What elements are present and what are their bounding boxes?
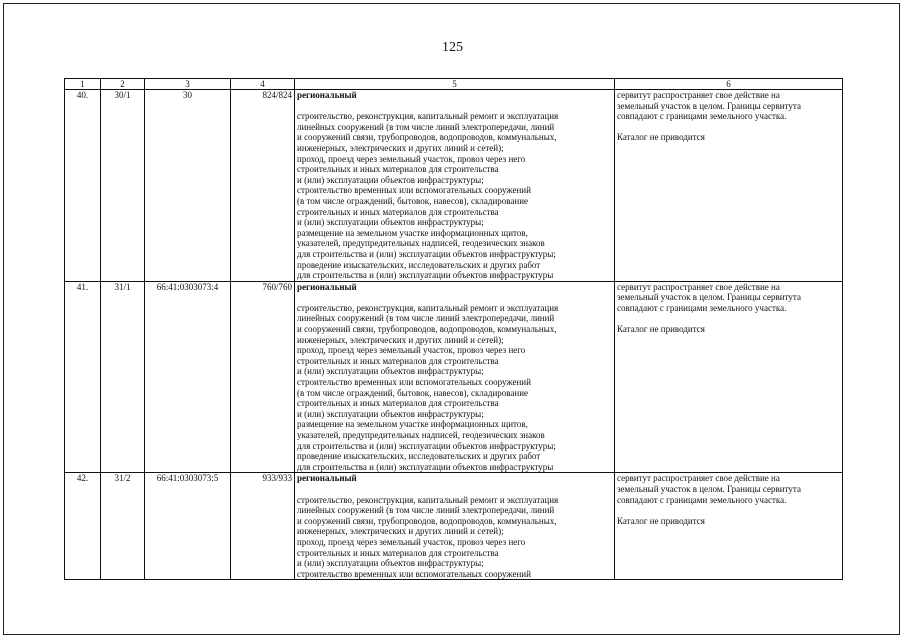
- purpose-line: для строительства и (или) эксплуатации объектов инфраструктуры: [297, 270, 554, 281]
- spacer: [297, 484, 612, 495]
- purpose-line: для строительства и (или) эксплуатации объектов инфраструктуры: [297, 461, 554, 472]
- area-value: 824/824: [231, 90, 295, 282]
- servitude-purpose-cell: [295, 473, 615, 580]
- purpose-line: строительство, реконструкция, капитальный ремонт и эксплуатация: [297, 302, 559, 313]
- purpose-line: для строительства и (или) эксплуатации объектов инфраструктуры;: [297, 248, 556, 259]
- row-number: 42.: [65, 473, 101, 580]
- purpose-line: проход, проезд через земельный участок, провоз через него: [297, 153, 526, 164]
- purpose-line: строительных и иных материалов для строительства: [297, 164, 499, 175]
- note-line: земельный участок в целом. Границы сервитута: [617, 292, 801, 303]
- row-number: 40.: [65, 90, 101, 282]
- note-line: совпадают с границами земельного участка.: [617, 494, 787, 505]
- purpose-line: линейных сооружений (в том числе линий электропередачи, линий: [297, 505, 555, 516]
- page-number: 125: [442, 40, 463, 55]
- spacer: [617, 122, 840, 133]
- note-line: сервитут распространяет свое действие на: [617, 281, 780, 292]
- purpose-line: строительных и иных материалов для строительства: [297, 206, 499, 217]
- spacer: [297, 101, 612, 112]
- purpose-line: и (или) эксплуатации объектов инфраструктуры;: [297, 408, 484, 419]
- purpose-line: указателей, предупредительных надписей, геодезических знаков: [297, 430, 545, 440]
- column-header: 5: [295, 79, 615, 90]
- servitude-purpose-cell: [295, 90, 615, 282]
- table-row: [65, 90, 843, 282]
- purpose-line: и (или) эксплуатации объектов инфраструктуры;: [297, 366, 484, 377]
- servitude-table: [64, 78, 843, 580]
- purpose-line: указателей, предупредительных надписей, геодезических знаков: [297, 238, 545, 249]
- cadastral-number: 66:41:0303073:4: [145, 281, 231, 473]
- header-row: [65, 79, 843, 90]
- spacer: [617, 313, 840, 324]
- purpose-line: для строительства и (или) эксплуатации объектов инфраструктуры;: [297, 440, 556, 451]
- purpose-line: (в том числе ограждений, бытовок, навесов), складирование: [297, 195, 529, 206]
- purpose-line: (в том числе ограждений, бытовок, навесов), складирование: [297, 387, 529, 398]
- spacer: [617, 505, 840, 516]
- purpose-line: проведение изыскательских, исследовательских и других работ: [297, 259, 541, 270]
- purpose-line: инженерных, электрических и других линий и сетей);: [297, 526, 504, 537]
- purpose-line: проведение изыскательских, исследовательских и других работ: [297, 451, 541, 462]
- column-header: 4: [231, 79, 295, 90]
- servitude-purpose-cell: [295, 281, 615, 473]
- catalog-note: Каталог не приводится: [617, 324, 705, 335]
- servitude-kind: региональный: [297, 90, 357, 100]
- note-line: сервитут распространяет свое действие на: [617, 473, 780, 484]
- purpose-line: проход, проезд через земельный участок, провоз через него: [297, 345, 526, 356]
- column-header: 2: [101, 79, 145, 90]
- servitude-note-cell: [615, 281, 843, 473]
- servitude-note-cell: [615, 473, 843, 580]
- servitude-note-cell: [615, 90, 843, 282]
- purpose-line: линейных сооружений (в том числе линий электропередачи, линий: [297, 121, 555, 132]
- servitude-code: 30/1: [101, 90, 145, 282]
- purpose-line: и (или) эксплуатации объектов инфраструктуры;: [297, 558, 484, 569]
- servitude-kind: региональный: [297, 281, 357, 292]
- catalog-note: Каталог не приводится: [617, 132, 705, 143]
- purpose-line: строительство, реконструкция, капитальный ремонт и эксплуатация: [297, 111, 559, 122]
- purpose-line: строительных и иных материалов для строительства: [297, 547, 499, 558]
- note-line: земельный участок в целом. Границы сервитута: [617, 483, 801, 494]
- purpose-line: и (или) эксплуатации объектов инфраструктуры;: [297, 217, 484, 228]
- purpose-line: строительных и иных материалов для строительства: [297, 355, 499, 366]
- note-line: сервитут распространяет свое действие на: [617, 90, 780, 100]
- purpose-line: строительство временных или вспомогательных сооружений: [297, 568, 531, 579]
- area-value: 933/933: [231, 473, 295, 580]
- purpose-line: строительство, реконструкция, капитальный ремонт и эксплуатация: [297, 494, 559, 505]
- purpose-line: и сооружений связи, трубопроводов, водопроводов, коммунальных,: [297, 132, 557, 143]
- note-line: совпадают с границами земельного участка.: [617, 302, 787, 313]
- area-value: 760/760: [231, 281, 295, 473]
- purpose-line: линейных сооружений (в том числе линий электропередачи, линий: [297, 313, 555, 324]
- catalog-note: Каталог не приводится: [617, 515, 705, 526]
- purpose-line: и (или) эксплуатации объектов инфраструктуры;: [297, 174, 484, 185]
- purpose-line: размещение на земельном участке информационных щитов,: [297, 419, 528, 430]
- column-header: 6: [615, 79, 843, 90]
- purpose-line: строительство временных или вспомогательных сооружений: [297, 377, 531, 388]
- purpose-line: строительных и иных материалов для строительства: [297, 398, 499, 409]
- purpose-line: размещение на земельном участке информационных щитов,: [297, 227, 528, 238]
- spacer: [297, 292, 612, 303]
- cadastral-number: 66:41:0303073:5: [145, 473, 231, 580]
- table-row: [65, 281, 843, 473]
- purpose-line: проход, проезд через земельный участок, провоз через него: [297, 536, 526, 547]
- row-number: 41.: [65, 281, 101, 473]
- note-line: земельный участок в целом. Границы сервитута: [617, 100, 801, 111]
- cadastral-number: 30: [145, 90, 231, 282]
- column-header: 3: [145, 79, 231, 90]
- purpose-line: инженерных, электрических и других линий и сетей);: [297, 334, 504, 345]
- servitude-kind: региональный: [297, 473, 357, 484]
- purpose-line: и сооружений связи, трубопроводов, водопроводов, коммунальных,: [297, 515, 557, 526]
- table-row: [65, 473, 843, 580]
- purpose-line: и сооружений связи, трубопроводов, водопроводов, коммунальных,: [297, 324, 557, 335]
- column-header: 1: [65, 79, 101, 90]
- purpose-line: строительство временных или вспомогательных сооружений: [297, 185, 531, 196]
- servitude-code: 31/1: [101, 281, 145, 473]
- purpose-line: инженерных, электрических и других линий и сетей);: [297, 142, 504, 153]
- note-line: совпадают с границами земельного участка.: [617, 111, 787, 122]
- servitude-code: 31/2: [101, 473, 145, 580]
